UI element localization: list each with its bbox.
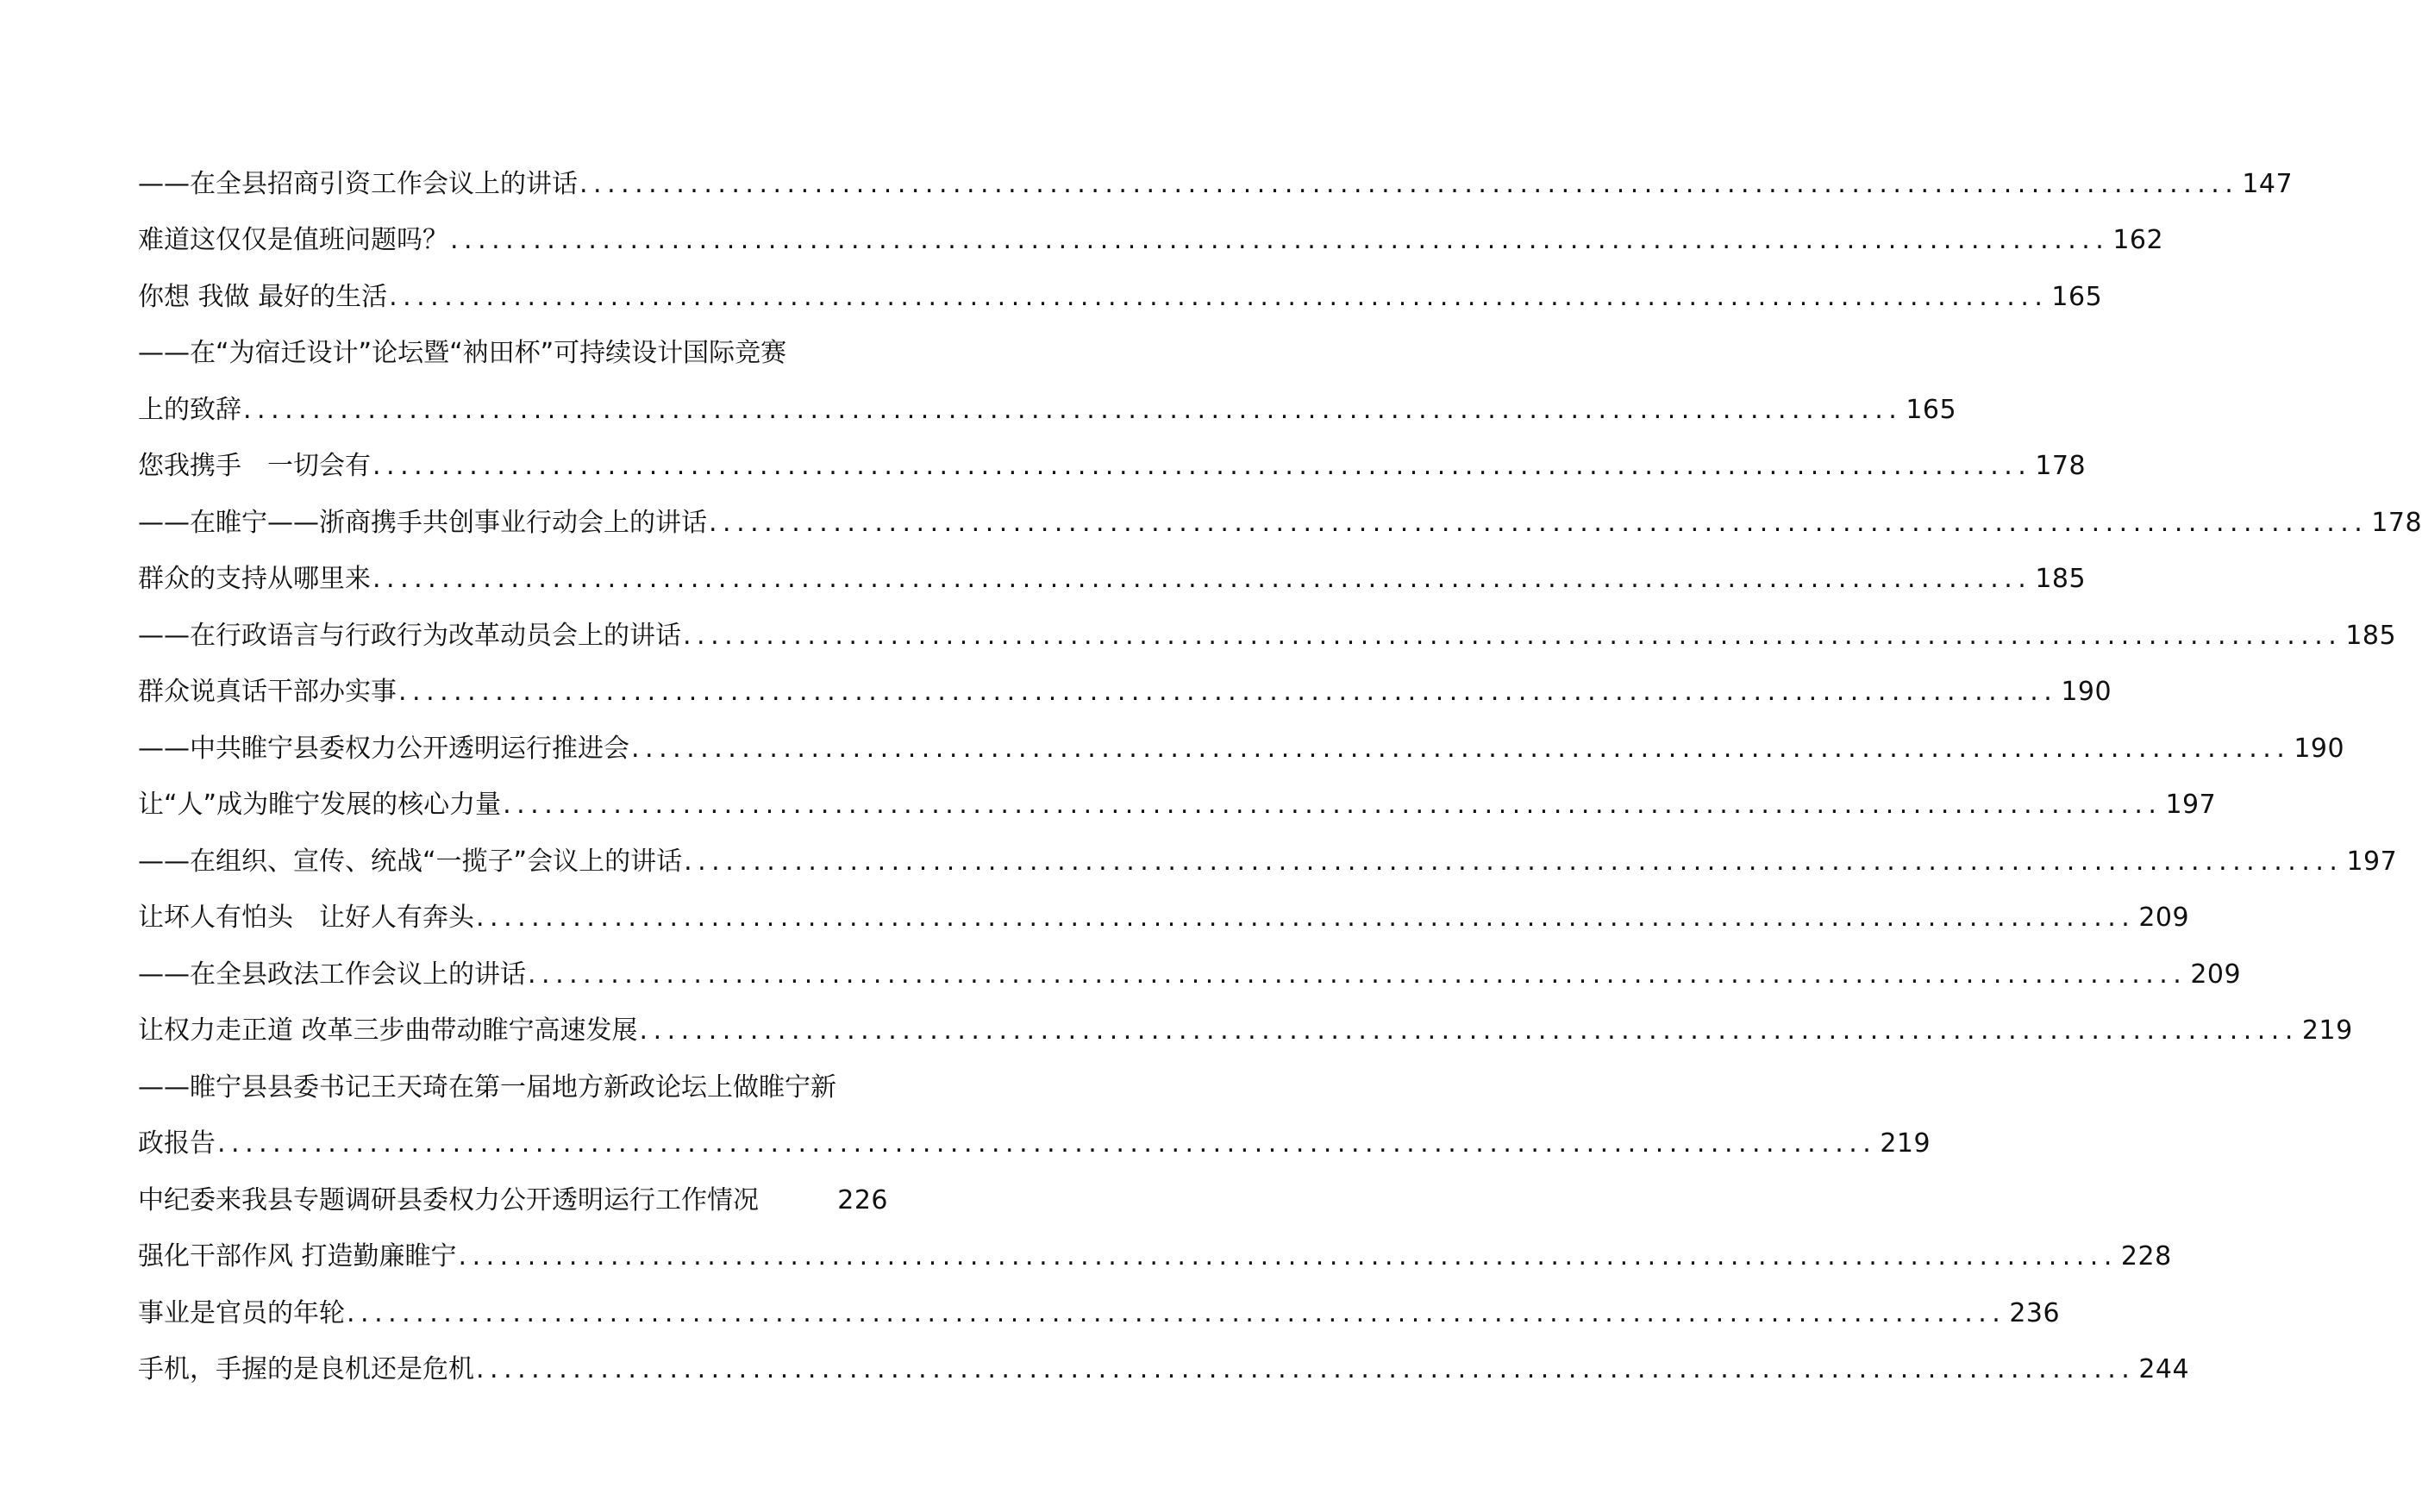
toc-entry-title: 您我携手 一切会有 — [138, 451, 371, 481]
toc-entry[interactable] — [138, 992, 2353, 1049]
toc-page-number: 162 — [2112, 225, 2164, 255]
toc-dot-leader: ........................................................................................................................ — [683, 620, 2343, 651]
toc-page-number: 209 — [2138, 903, 2190, 933]
toc-entry-title: 难道这仅仅是值班问题吗？ — [138, 225, 448, 255]
toc-dot-leader: ........................................................................................................................ — [389, 281, 2049, 312]
toc-entry[interactable] — [138, 315, 888, 372]
toc-entry[interactable] — [138, 935, 2242, 992]
toc-page-number: 165 — [1906, 394, 1957, 425]
toc-entry[interactable] — [138, 540, 2087, 597]
toc-entry[interactable] — [138, 484, 2422, 540]
toc-dot-leader: ........................................................................................................................ — [476, 1354, 2136, 1384]
toc-page-number: 219 — [1880, 1128, 1931, 1159]
toc-dot-leader: ........................................................................................................................ — [450, 225, 2110, 255]
toc-entry[interactable] — [138, 597, 2397, 653]
toc-page-number: 190 — [2061, 677, 2112, 707]
toc-entry[interactable] — [138, 1218, 2172, 1275]
toc-page-number: 165 — [2051, 281, 2103, 312]
toc-entry[interactable] — [138, 1161, 888, 1218]
toc-entry-title: ——在全县招商引资工作会议上的讲话 — [138, 168, 578, 199]
toc-page-number: 185 — [2345, 620, 2397, 651]
toc-entry[interactable] — [138, 766, 2217, 823]
toc-page-number: 209 — [2190, 959, 2242, 990]
toc-entry-title: 你想 我做 最好的生活 — [138, 281, 388, 312]
toc-page-number: 226 — [837, 1184, 888, 1215]
toc-entry[interactable] — [138, 371, 1957, 428]
toc-entry[interactable] — [138, 1105, 1931, 1162]
toc-dot-leader: ........................................................................................................................ — [476, 903, 2136, 933]
toc-dot-leader: ........................................................................................................................ — [458, 1241, 2118, 1271]
toc-dot-leader: ........................................................................................................................ — [709, 507, 2369, 538]
toc-entry-title: ——在全县政法工作会议上的讲话 — [138, 959, 526, 990]
toc-entry-title: 让权力走正道 改革三步曲带动睢宁高速发展 — [138, 1015, 638, 1046]
toc-page-number: 185 — [2035, 564, 2087, 594]
toc-entry-title: ——在“为宿迁设计”论坛暨“衲田杯”可持续设计国际竞赛 — [138, 338, 787, 368]
toc-entry[interactable] — [138, 202, 2164, 259]
toc-page-number: 228 — [2120, 1241, 2172, 1271]
toc-page-number: 197 — [2346, 846, 2398, 877]
toc-entry-title: ——在组织、宣传、统战“一揽子”会议上的讲话 — [138, 846, 683, 877]
toc-dot-leader: ........................................................................................................................ — [372, 451, 2032, 481]
toc-entry[interactable] — [138, 1274, 2061, 1331]
toc-dot-leader: ........................................................................................................................ — [398, 677, 2058, 707]
toc-entry[interactable] — [138, 1048, 888, 1105]
toc-entry[interactable] — [138, 822, 2398, 879]
toc-entry[interactable] — [138, 709, 2345, 766]
toc-entry[interactable] — [138, 258, 2103, 315]
toc-dot-leader: ........................................................................................................................ — [631, 733, 2291, 764]
toc-entry[interactable] — [138, 1331, 2190, 1388]
toc-page-number: 178 — [2371, 507, 2422, 538]
toc-dot-leader: ........................................................................................................................ — [579, 168, 2239, 199]
toc-dot-leader: ........................................................................................................................ — [347, 1297, 2006, 1328]
toc-dot-leader: ........................................................................................................................ — [372, 564, 2032, 594]
toc-entry-title: 上的致辞 — [138, 394, 241, 425]
toc-entry-title: 政报告 — [138, 1128, 216, 1159]
toc-dot-leader: ........................................................................................................................ — [217, 1128, 1877, 1159]
toc-entry[interactable] — [138, 653, 2112, 710]
toc-page-number: 147 — [2242, 168, 2294, 199]
toc-dot-leader: ........................................................................................................................ — [684, 846, 2344, 877]
toc-page-number: 197 — [2165, 790, 2217, 820]
toc-entry-title: 群众说真话干部办实事 — [138, 677, 397, 707]
table-of-contents — [138, 145, 2422, 1387]
toc-entry-title: ——在睢宁——浙商携手共创事业行动会上的讲话 — [138, 507, 707, 538]
toc-dot-leader: ........................................................................................................................ — [243, 394, 1903, 425]
toc-entry-title: 让“人”成为睢宁发展的核心力量 — [138, 790, 502, 820]
toc-page-number: 178 — [2035, 451, 2087, 481]
toc-entry-title: ——在行政语言与行政行为改革动员会上的讲话 — [138, 620, 681, 651]
toc-entry[interactable] — [138, 879, 2190, 936]
toc-page-number: 236 — [2009, 1297, 2061, 1328]
toc-page-number: 190 — [2294, 733, 2345, 764]
toc-entry-title: 强化干部作风 打造勤廉睢宁 — [138, 1241, 457, 1271]
toc-entry-title: ——睢宁县县委书记王天琦在第一届地方新政论坛上做睢宁新 — [138, 1072, 836, 1103]
toc-dot-leader: ........................................................................................................................ — [528, 959, 2187, 990]
toc-page-number: 244 — [2138, 1354, 2190, 1384]
toc-entry-title: 中纪委来我县专题调研县委权力公开透明运行工作情况 — [138, 1184, 759, 1215]
toc-dot-leader: ........................................................................................................................ — [639, 1015, 2299, 1046]
toc-page-number: 219 — [2301, 1015, 2353, 1046]
toc-entry[interactable] — [138, 428, 2087, 484]
toc-entry[interactable] — [138, 145, 2294, 202]
toc-dot-leader: ........................................................................................................................ — [503, 790, 2162, 820]
toc-entry-title: 群众的支持从哪里来 — [138, 564, 371, 594]
toc-entry-title: 让坏人有怕头 让好人有奔头 — [138, 903, 474, 933]
toc-entry-title: 手机，手握的是良机还是危机 — [138, 1354, 474, 1384]
toc-entry-title: ——中共睢宁县委权力公开透明运行推进会 — [138, 733, 629, 764]
toc-entry-title: 事业是官员的年轮 — [138, 1297, 345, 1328]
